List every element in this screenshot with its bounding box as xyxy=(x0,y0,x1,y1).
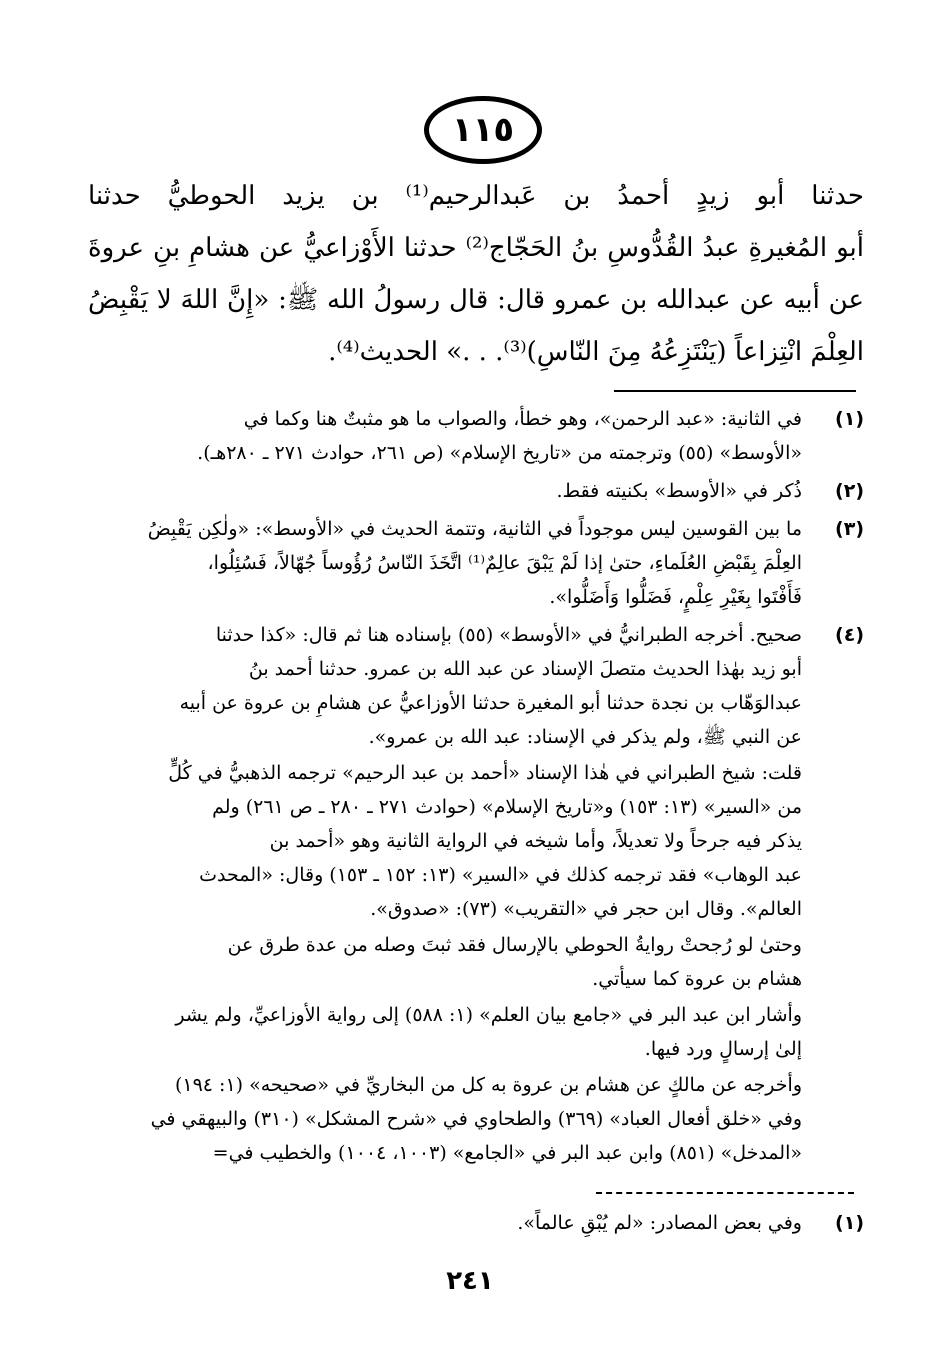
footnote-line: فَأَفْتَوا بِغَيْرِ عِلْمٍ، فَضَلُّوا وَأَضَلُّوا». xyxy=(549,586,802,608)
sub-footnote-separator xyxy=(596,1192,854,1194)
footnote-line: العالم». وقال ابن حجر في «التقريب» (٧٣): «صدوق». xyxy=(370,898,802,920)
hadith-line: حدثنا أبو زيدٍ أحمدُ بن عَبدالرحيم⁽¹⁾ بن يزيد الحوطيُّ حدثنا xyxy=(88,181,864,211)
hadith-line: العِلْمَ انْتِزاعاً (يَنْتَزِعُهُ مِنَ النّاسِ)⁽³⁾. . .» الحديث⁽⁴⁾. xyxy=(328,337,864,367)
footnote-line: وأشار ابن عبد البر في «جامع بيان العلم» (١: ٥٨٨) إلى رواية الأوزاعيِّ، ولم يشر xyxy=(175,1004,802,1026)
sub-footnote xyxy=(88,1206,864,1244)
footnote-line: ذُكر في «الأوسط» بكنيته فقط. xyxy=(556,480,802,502)
footnote-line: صحيح. أخرجه الطبرانيُّ في «الأوسط» (٥٥) بإسناده هنا ثم قال: «كذا حدثنا xyxy=(215,624,802,646)
footnote-line: وأخرجه عن مالكٍ عن هشام بن عروة به كل من البخاريِّ في «صحيحه» (١: ١٩٤) xyxy=(174,1074,802,1096)
footnote-paragraph xyxy=(88,1068,802,1170)
footnote-line: وفي «خلق أفعال العباد» (٣٦٩) والطحاوي في «شرح المشكل» (٣١٠) والبيهقي في xyxy=(150,1108,802,1130)
footnote-line: «المدخل» (٨٥١) وابن عبد البر في «الجامع» (١٠٠٣، ١٠٠٤) والخطيب في= xyxy=(212,1142,802,1164)
sub-footnote-1 xyxy=(88,1206,864,1240)
footnote-line: عن النبي ﷺ، ولم يذكر في الإسناد: عبد الله بن عمرو». xyxy=(368,726,802,748)
footnote-line: هشام بن عروة كما سيأتي. xyxy=(592,968,802,990)
footnote-paragraph xyxy=(88,998,802,1066)
hadith-number: ١١٥ xyxy=(451,110,515,150)
footnote-line: عبدالوَهّاب بن نجدة حدثنا أبو المغيرة حدثنا الأوزاعيُّ عن هشامِ بن عروة عن أبيه xyxy=(179,692,802,714)
footnote-paragraph xyxy=(88,512,802,614)
footnotes xyxy=(88,400,864,1174)
footnote-line: في الثانية: «عبد الرحمن»، وهو خطأ، والصواب ما هو مثبتٌ هنا وكما في xyxy=(243,408,802,430)
footnote-number: (٢) xyxy=(835,480,864,502)
footnote-line: من «السير» (١٣: ١٥٣) و«تاريخ الإسلام» (حوادث ٢٧١ ـ ٢٨٠ ـ ص ٢٦١) ولم xyxy=(212,796,802,818)
footnote-1 xyxy=(88,402,864,470)
footnote-3 xyxy=(88,512,864,614)
footnote-paragraph xyxy=(88,756,802,926)
hadith-line: عن أبيه عن عبدالله بن عمرو قال: قال رسولُ الله ﷺ: «إِنَّ اللهَ لا يَقْبِضُ xyxy=(88,285,864,315)
footnote-line: إلىٰ إرسالٍ ورد فيها. xyxy=(644,1038,802,1060)
page-number: ٢٤١ xyxy=(446,1266,494,1296)
footnote-line: العِلْمَ بِقَبْضِ العُلَماءِ، حتىٰ إذا لَمْ يَبْقَ عالِمٌ⁽¹⁾ اتَّخَذَ النّاسُ رُؤُوساً جُهّالاً، فَسُئِلُوا، xyxy=(207,552,802,574)
footnote-line: وفي بعض المصادر: «لم يُبْقِ عالماً». xyxy=(517,1212,802,1234)
footnote-number: (٣) xyxy=(835,518,864,540)
footnote-number: (١) xyxy=(835,1212,864,1234)
hadith-number-badge xyxy=(424,96,542,164)
footnote-line: وحتىٰ لو رُجحتْ روايةُ الحوطي بالإرسال فقد ثبتَ وصله من عدة طرق عن xyxy=(227,934,802,956)
footnote-paragraph xyxy=(88,474,802,508)
footnote-number: (١) xyxy=(835,408,864,430)
footnote-paragraph xyxy=(88,618,802,754)
footnote-number: (٤) xyxy=(835,624,864,646)
footnote-2 xyxy=(88,474,864,508)
footnote-line: أبو زيد بهٰذا الحديث متصلَ الإسناد عن عبد الله بن عمرو. حدثنا أحمد بنُ xyxy=(248,658,802,680)
footnote-line: «الأوسط» (٥٥) وترجمته من «تاريخ الإسلام» (ص ٢٦١، حوادث ٢٧١ ـ ٢٨٠هـ). xyxy=(197,442,802,464)
footnote-paragraph xyxy=(88,928,802,996)
footnote-line: عبد الوهاب» فقد ترجمه كذلك في «السير» (١٣: ١٥٢ ـ ١٥٣) وقال: «المحدث xyxy=(199,864,802,886)
hadith-line: أبو المُغيرةِ عبدُ القُدُّوسِ بنُ الحَجّاج⁽²⁾ حدثنا الأَوْزاعيُّ عن هشامِ بنِ عروةَ xyxy=(88,233,864,263)
footnote-line: يذكر فيه جرحاً ولا تعديلاً، وأما شيخه في الرواية الثانية وهو «أحمد بن xyxy=(269,830,802,852)
hadith-text xyxy=(88,170,864,378)
footnote-paragraph xyxy=(88,402,802,470)
footnote-line: ما بين القوسين ليس موجوداً في الثانية، وتتمة الحديث في «الأوسط»: «ولٰكِن يَقْبِضُ xyxy=(147,518,802,540)
footnote-line: قلت: شيخ الطبراني في هٰذا الإسناد «أحمد بن عبد الرحيم» ترجمه الذهبيُّ في كُلٍّ xyxy=(168,762,802,784)
footnote-separator xyxy=(614,390,856,392)
footnote-4 xyxy=(88,618,864,1170)
